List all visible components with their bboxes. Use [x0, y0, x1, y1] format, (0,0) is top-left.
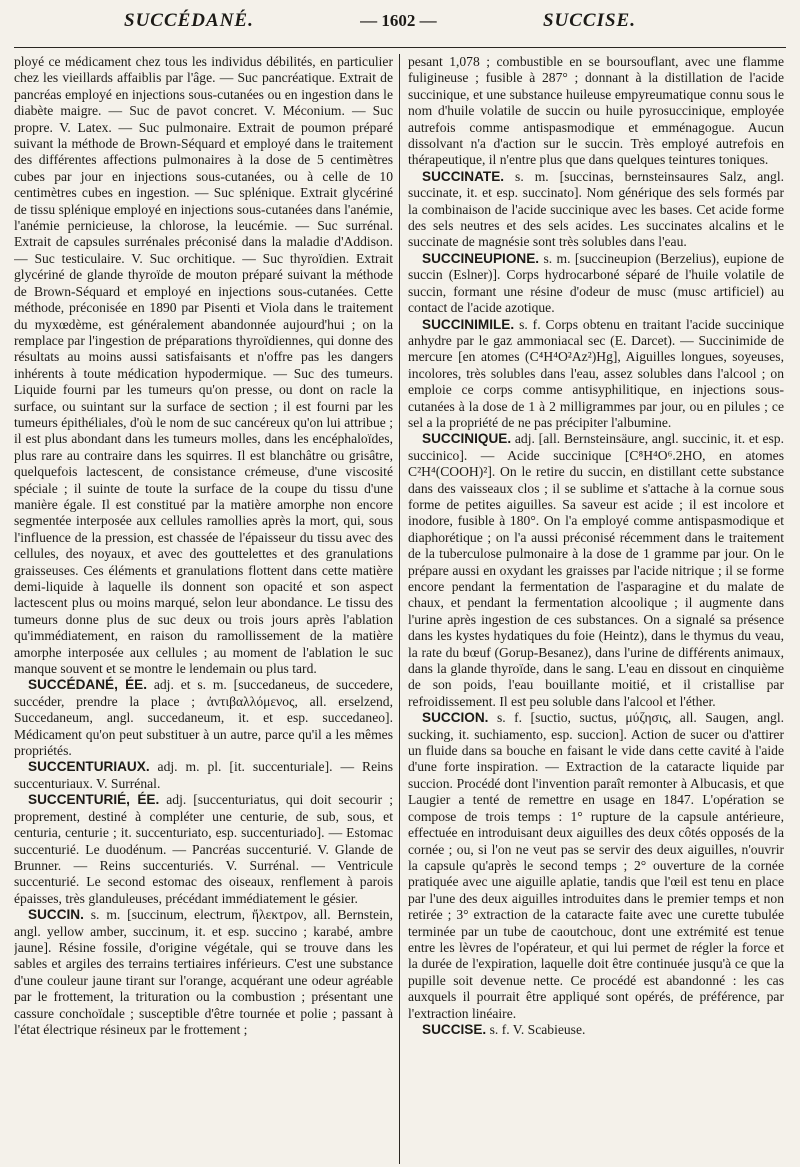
header-right-guideword: SUCCISE. — [542, 10, 636, 31]
entry-headword: SUCCINATE. — [422, 168, 505, 184]
entry-body: adj. m. pl. [it. succenturiale]. — Reins succenturiaux. V. Surrénal. — [14, 759, 393, 791]
entry-headword: SUCCIN. — [28, 907, 84, 923]
entry-succineupione — [408, 251, 784, 317]
entry-succion — [408, 710, 784, 1022]
left-column — [14, 54, 399, 1164]
two-column-body — [14, 54, 786, 1164]
entry-succise — [408, 1022, 784, 1038]
entry-body: s. f. Corps obtenu en traitant l'acide succinique anhydre par le gaz ammoniacal sec (E. Darcet). — Succinimide de mercure [en atomes (C⁴H⁴O²Az²)Hg], Aiguilles longues, soyeuses, incolores, très solubles dans l'eau, assez solubles dans l'alcool ; on emploie ce corps comme antisyphilitique, en injections sous-cutanées à la dose de 1 à 2 milligrammes par jour, ou en pilules ; ce sel a la propriété de ne pas précipiter l'albumine. — [408, 316, 784, 430]
entry-body: s. f. [suctio, suctus, μύζησις, all. Saugen, angl. sucking, it. suchiamento, esp. succion]. Action de sucer ou d'attirer un fluide dans sa bouche en faisant le vide dans cette cavité à l'aide d'une forte inspiration. — Extraction de la cataracte liquide par succion. Procédé dont l'invention paraît remonter à Albucasis, et que Laugier a tenté de remettre en usage en 1847. L'opération se compose de trois temps : 1° rupture de la capsule antérieure, effectuée en introduisant deux aiguilles des deux côtés opposés de la cornée ; ou, si l'on ne veut pas se servir des deux aiguilles, n'ouvrir la capsule qu'après le second temps ; 2° ouverture de la cornée pratiquée avec une aiguille aplatie, tandis que l'œil est tenu en place par l'une des deux aiguilles introduites dans le premier temps et non retirée ; 3° extraction de la cataracte faite avec une curette tubulée terminée par un tube de caoutchouc, dont une extrémité est tenue entre les lèvres de l'opérateur, et qui lui permet de régler la force et la durée de l'expiration, laquelle doit être continuée jusqu'à ce que la pupille soit devenue nette. Ce procédé est abandonné : les cas auxquels il pourrait être appliqué sont opérés, de préférence, par l'extraction linéaire. — [408, 710, 784, 1021]
entry-succin — [14, 907, 393, 1038]
page-number: — 1602 — — [360, 11, 437, 30]
entry-headword: SUCCINIQUE. — [422, 431, 512, 447]
right-column — [399, 54, 784, 1164]
entry-headword: SUCCENTURIAUX. — [28, 759, 150, 775]
continued-text — [14, 54, 393, 677]
entry-succenturie-ee — [14, 792, 393, 907]
entry-body: adj. [all. Bernsteinsäure, angl. succinic, it. et esp. succinico]. — Acide succinique [C⁸H⁴O⁶.2HO, en atomes C²H⁴(COOH)²]. On le retire du succin, en distillant cette substance dans des vaisseaux clos ; il se sublime et s'attache à la cornue sous forme de petites aiguilles. Sa saveur est acide ; il est incolore et inodore, fusible à 180°. On l'a employé comme antispasmodique et diaphorétique ; on l'a aussi préconisé récemment dans le traitement de la tuberculose pulmonaire à la dose de 1 gramme par jour. On le prépare aussi en oxydant les graisses par l'acide nitrique ; il se forme encore pendant la fermentation de l'asparagine et du malate de chaux, et pendant la fermentation alcoolique ; il augmente dans l'urine après ingestion de ces substances. On a signalé sa présence dans les kystes hydatiques du foie (Heintz), dans le thymus du veau, la rate du bœuf (Gorup-Besanez), dans l'urine de différents animaux, dans la glande thyroïde, dans le sang. L'eau en dissout en cinquième de son poids, l'eau bouillante moitié, et il cristallise par refroidissement. Il est peu soluble dans l'alcool et l'éther. — [408, 431, 784, 709]
entry-body: s. m. [succineupion (Berzelius), eupione de succin (Eslner)]. Corps hydrocarboné séparé de l'huile volatile de succin, formant une résine d'odeur de musc (musc artificiel) au contact de l'acide azotique. — [408, 250, 784, 316]
entry-succinate — [408, 169, 784, 251]
entry-succedane-ee — [14, 677, 393, 759]
entry-succinimile — [408, 317, 784, 432]
entry-succenturiaux — [14, 759, 393, 792]
entry-headword: SUCCISE. — [422, 1021, 487, 1037]
entry-headword: SUCCINEUPIONE. — [422, 250, 540, 266]
entry-headword: SUCCINIMILE. — [422, 316, 515, 332]
entry-headword: SUCCION. — [422, 710, 489, 726]
running-head — [14, 10, 786, 48]
entry-body: adj. [succenturiatus, qui doit secourir ; proprement, destiné à compléter une centurie, de sub, sous, et centuria, centurie ; it. succenturiato, esp. succenturiado]. — Estomac succenturié. Le duodénum. — Pancréas succenturié. V. Glande de Brunner. — Reins succenturiés. V. Surrénal. — Ventricule succenturié. Le second estomac des oiseaux, renflement à parois épaisses, très glanduleuses, précédant immédiatement le gésier. — [14, 792, 393, 906]
entry-body: s. f. V. Scabieuse. — [486, 1021, 586, 1037]
entry-headword: SUCCENTURIÉ, ÉE. — [28, 792, 160, 808]
entry-succinique — [408, 431, 784, 710]
entry-body: adj. et s. m. [succedaneus, de succedere, succéder, prendre la place ; ἀντιβαλλόμενος, all. erselzend, Succedaneum, angl. succedaneum, it. et esp. succedaneo]. Médicament qu'on peut substituer à un autre, parce qu'il a les mêmes propriétés. — [14, 677, 393, 759]
entry-headword: SUCCÉDANÉ, ÉE. — [28, 677, 148, 693]
entry-body: pesant 1,078 ; combustible en se boursouflant, avec une flamme fuligineuse ; fusible à 287° ; donnant à la distillation de l'acide succinique, et une substance huileuse empyreumatique connu sous le nom d'huile volatile de succin ou huile pyrosuccinique, employée autrefois comme antispasmodique et emménagogue. Aucun dissolvant n'a d'action sur le succin. Très employé autrefois en thérapeutique, il n'entre plus que dans quelques teintures toniques. — [408, 54, 784, 168]
continued-text — [408, 54, 784, 169]
entry-body: s. m. [succinum, electrum, ἤλεκτρον, all. Bernstein, angl. yellow amber, succinum, it. et esp. succino ; karabé, ambre jaune]. Résine fossile, d'origine végétale, qui se trouve dans les sables et argiles des terrains tertiaires inférieurs. C'est une substance d'une couleur jaune tirant sur l'orange, acquérant une odeur agréable par le frottement, la trituration ou la combustion ; présentant une cassure conchoïdale ; susceptible d'être tournée et polie ; passant à l'état électrique résineux par le frottement ; — [14, 907, 393, 1037]
entry-body: ployé ce médicament chez tous les individus débilités, en particulier chez les vieillards affaiblis par l'âge. — Suc pancréatique. Extrait de pancréas employé en injections sous-cutanées ou en ingestion dans le diabète maigre. — Suc de pavot concret. V. Méconium. — Suc propre. V. Latex. — Suc pulmonaire. Extrait de poumon préparé suivant la méthode de Brown-Séquard et employé dans le traitement des différentes affections pulmonaires à la dose de 5 centimètres cubes par jour en injections sous-cutanées, ou à celle de 10 centimètres cubes en ingestion. — Suc splénique. Extrait glycériné de tissu splénique employé en injections sous-cutanées dans l'anémie, l'anémie pernicieuse, la chlorose, la leucémie. — Suc surrénal. Extrait de capsules surrénales préconisé dans la maladie d'Addison. — Suc testiculaire. V. Suc orchitique. — Suc thyroïdien. Extrait glycériné de glande thyroïde de mouton préparé suivant la méthode de Brown-Séquard et employé en injections sous-cutanées. Cette méthode, préconisée en 1890 par Pisenti et Viola dans le traitement du myxœdème, est généralement abandonnée aujourd'hui ; on la remplace par l'ingestion de préparations thyroïdiennes, qui donne des résultats au moins aussi satisfaisants et n'offre pas les dangers inhérents à toute médication hypodermique. — Suc des tumeurs. Liquide fourni par les tumeurs qu'on presse, ou dont on racle la surface, ou suintant sur la surface de section ; il est fourni par les tumeurs épithéliales, d'où le nom de suc cancéreux qu'on lui attribue ; il est plus abondant dans les tumeurs molles, dans les encéphaloïdes, plus rare au contraire dans les squirres. Il est blanchâtre ou grisâtre, quelquefois lactescent, de consistance crémeuse, d'une viscosité spéciale ; il suinte de toute la surface de la coupe du tissu d'une manière égale. Il est constitué par la matière amorphe non encore segmentée interposée aux cellules ramollies après la mort, qui, sous l'influence de la pression, est chassée de l'épaisseur du tissu avec des cellules, des noyaux, et avec des gouttelettes et des granulations graisseuses. Ces éléments et granulations flottent dans cette matière demi-liquide à laquelle ils donnent son opacité et son aspect lactescent plus ou moins marqué, selon leur abondance. Le tissu des tumeurs donne plus de suc deux ou trois jours après l'ablation qu'immédiatement, en raison du ramollissement de la matière amorphe interposée aux cellules ; au moment de l'ablation le suc manque souvent et se montre le lendemain ou plus tard. — [14, 54, 393, 677]
entry-body: s. m. [succinas, bernsteinsaures Salz, angl. succinate, it. et esp. succinato]. Nom générique des sels formés par la combinaison de l'acide succinique avec les bases. Cet acide forme des sels neutres et des sels acides. Les succinates alcalins et le succinate de magnésie sont très solubles dans l'eau. — [408, 168, 784, 250]
header-left-guideword: SUCCÉDANÉ. — [124, 10, 254, 31]
